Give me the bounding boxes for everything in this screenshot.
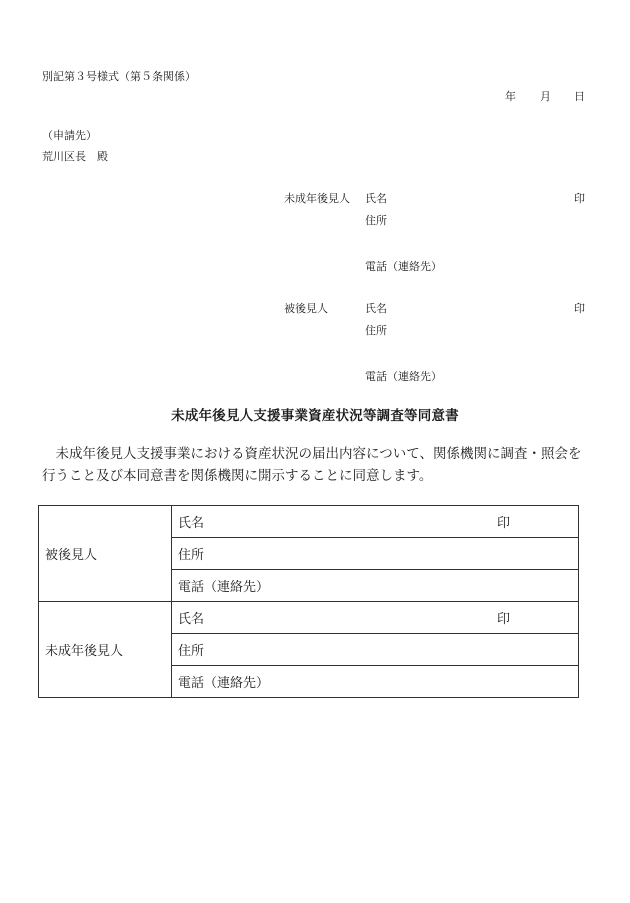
signer-address-label: 住所	[365, 324, 387, 337]
document-title: 未成年後見人支援事業資産状況等調査等同意書	[171, 408, 459, 424]
addressee-name: 荒川区長 殿	[42, 150, 108, 163]
seal-mark: 印	[496, 612, 510, 627]
group-label-ward: 被後見人	[39, 506, 172, 602]
cell-label: 氏名	[178, 516, 205, 531]
date-month-label: 月	[540, 90, 551, 103]
signer-role: 未成年後見人	[284, 192, 350, 205]
signer-name-label: 氏名	[365, 302, 387, 315]
signer-address-label: 住所	[365, 214, 387, 227]
addressee-label: （申請先）	[42, 129, 97, 142]
cell-label: 電話（連絡先）	[178, 580, 270, 595]
form-number: 別記第３号様式（第５条関係）	[42, 70, 196, 83]
consent-paragraph: 未成年後見人支援事業における資産状況の届出内容について、関係機関に調査・照会を行うこと及び本同意書を関係機関に開示することに同意します。	[42, 446, 582, 484]
table-row	[39, 506, 579, 538]
seal-mark: 印	[574, 192, 585, 205]
seal-mark: 印	[496, 516, 510, 531]
date-day-label: 日	[574, 90, 585, 103]
cell-label: 電話（連絡先）	[178, 676, 270, 691]
seal-mark: 印	[574, 302, 585, 315]
table-cell-name[interactable]	[172, 602, 579, 634]
table-cell-name[interactable]	[172, 506, 579, 538]
table-cell-phone[interactable]	[172, 570, 579, 602]
cell-label: 住所	[178, 548, 205, 563]
table-cell-phone[interactable]	[172, 666, 579, 698]
table-cell-address[interactable]	[172, 538, 579, 570]
signer-phone-label: 電話（連絡先）	[365, 370, 442, 383]
cell-label: 氏名	[178, 612, 205, 627]
group-label-guardian: 未成年後見人	[39, 602, 172, 698]
signer-name-label: 氏名	[365, 192, 387, 205]
signer-phone-label: 電話（連絡先）	[365, 260, 442, 273]
table-row	[39, 602, 579, 634]
table-cell-address[interactable]	[172, 634, 579, 666]
date-year-label: 年	[505, 90, 516, 103]
consent-table	[38, 505, 579, 698]
signer-role: 被後見人	[284, 302, 328, 315]
cell-label: 住所	[178, 644, 205, 659]
